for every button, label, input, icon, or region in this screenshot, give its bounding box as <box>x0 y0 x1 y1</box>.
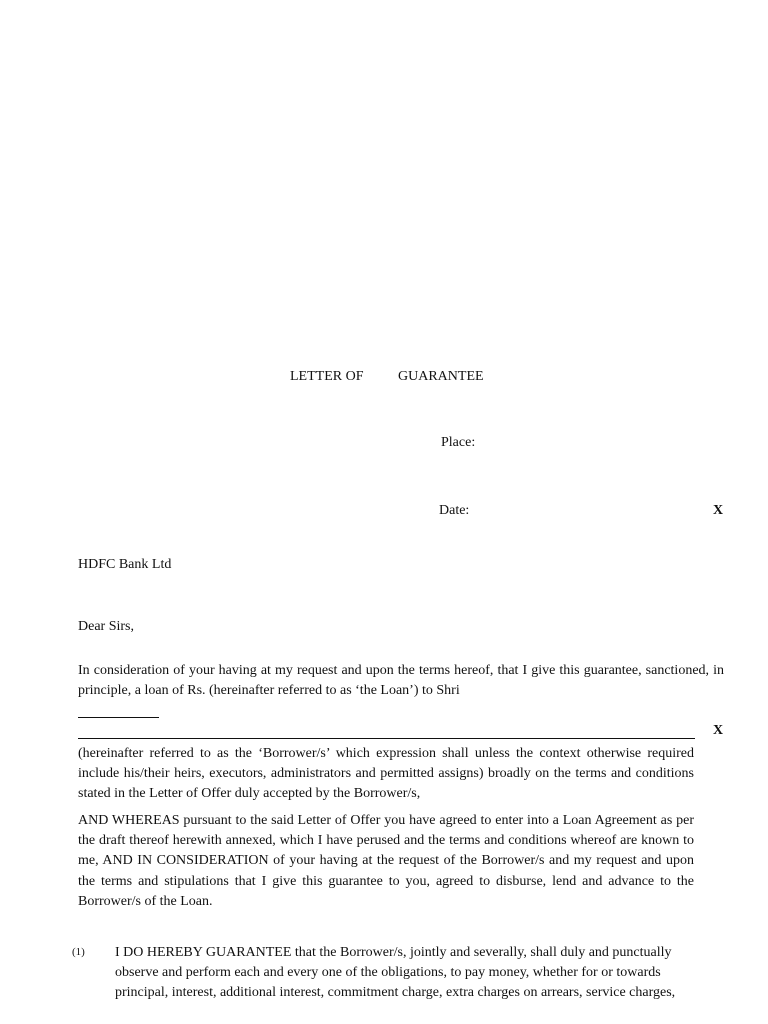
intro-line-2: principle, a loan of Rs. (hereinafter referred to as ‘the Loan’) to Shri <box>78 683 460 699</box>
salutation: Dear Sirs, <box>78 619 134 634</box>
intro-line-1: In consideration of your having at my request and upon the terms hereof, that I give this guarantee, sanctioned, in <box>78 663 724 678</box>
blank-amount-line <box>78 717 159 718</box>
place-label: Place: <box>441 435 476 450</box>
date-label: Date: <box>439 503 470 518</box>
borrower-paragraph: (hereinafter referred to as the ‘Borrower/s’ which expression shall unless the context otherwise required include his/their heirs, executors, administrators and permitted assigns) broadly on the terms and conditions stated in the Letter of Offer duly accepted by the Borrower/s, <box>78 746 694 802</box>
blank-borrower-name-line <box>78 738 695 739</box>
whereas-paragraph: AND WHEREAS pursuant to the said Letter of Offer you have agreed to enter into a Loan Agreement as per the draft thereof herewith annexed, which I have perused and the terms and conditions whereof are known to me, AND IN CONSIDERATION of your having at the request of the Borrower/s and my request and upon the terms and stipulations that I give this guarantee to you, agreed to disburse, lend and advance to the Borrower/s of the Loan. <box>78 813 694 909</box>
clause-number: (1) <box>72 946 85 958</box>
document-title-part2: GUARANTEE <box>398 369 484 384</box>
clause-text: I DO HEREBY GUARANTEE that the Borrower/s, jointly and severally, shall duly and punctually observe and perform each and every one of the obligations, to pay money, whether for or towards principal, interest, additional interest, commitment charge, extra charges on arrears, service charges, <box>115 945 676 1001</box>
addressee: HDFC Bank Ltd <box>78 557 172 572</box>
document-title-part1: LETTER OF <box>290 369 364 384</box>
margin-mark-x: X <box>713 503 724 518</box>
intro-paragraph <box>78 661 724 701</box>
margin-mark-x: X <box>713 723 724 738</box>
